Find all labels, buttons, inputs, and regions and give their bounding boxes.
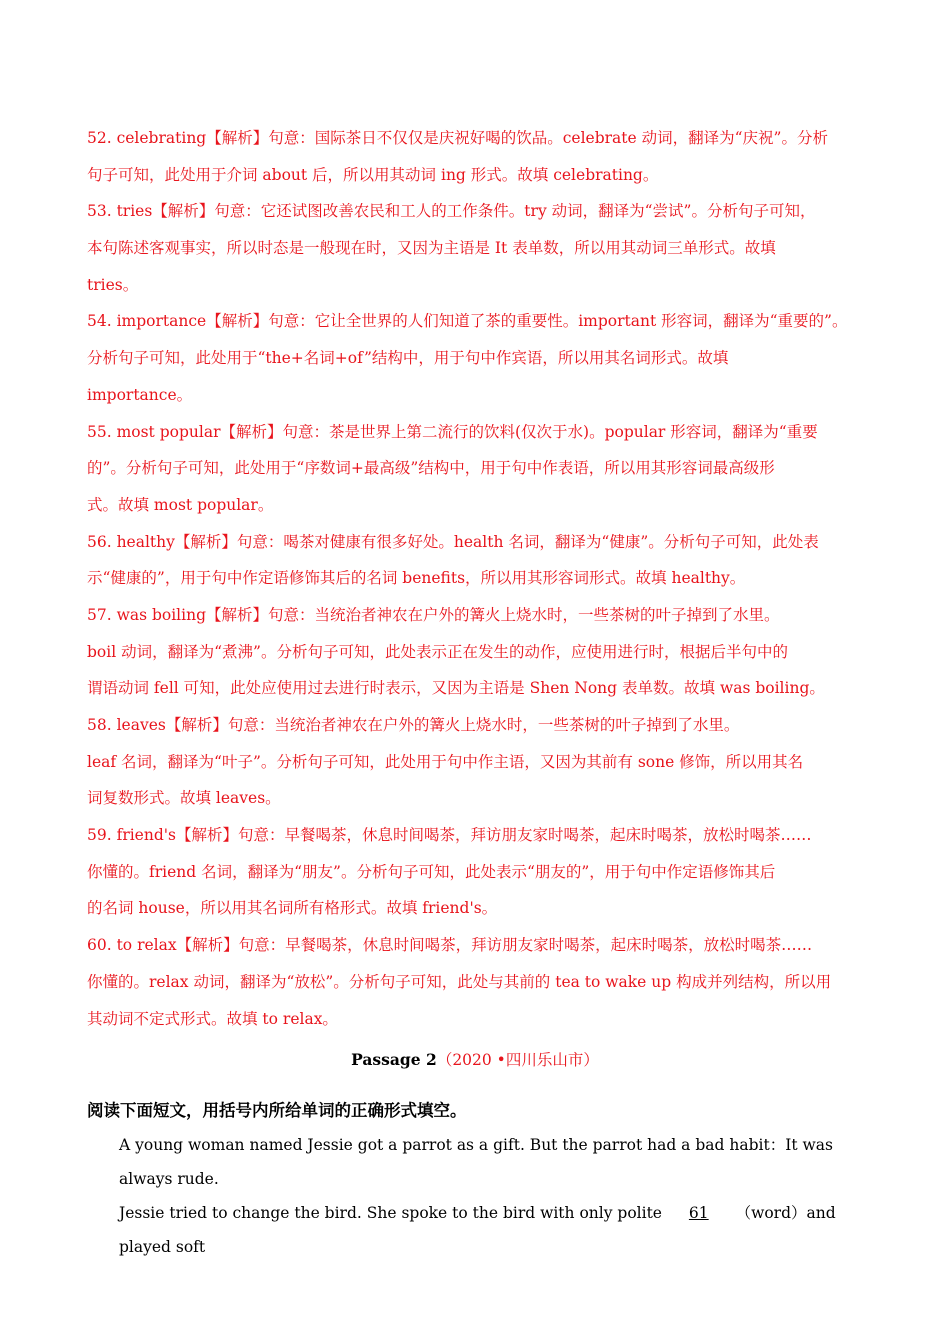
answer-58 <box>87 707 877 817</box>
answer-line: 56. healthy【解析】句意：喝茶对健康有很多好处。health 名词，翻译为“健康”。分析句子可知，此处表 <box>87 532 819 551</box>
answer-line: 55. most popular【解析】句意：茶是世界上第二流行的饮料(仅次于水)。popular 形容词，翻译为“重要 <box>87 422 818 441</box>
answer-line: boil 动词，翻译为“煮沸”。分析句子可知，此处表示正在发生的动作，应使用进行时，根据后半句中的 <box>87 642 788 661</box>
answer-59 <box>87 817 877 927</box>
answer-line: 你懂的。friend 名词，翻译为“朋友”。分析句子可知，此处表示“朋友的”，用于句中作定语修饰其后 <box>87 862 776 881</box>
answer-line: 谓语动词 fell 可知，此处应使用过去进行时表示，又因为主语是 Shen Nong 表单数。故填 was boiling。 <box>87 679 825 698</box>
answer-53 <box>87 193 877 303</box>
answer-55 <box>87 414 877 524</box>
answer-line: 57. was boiling【解析】句意：当统治者神农在户外的篝火上烧水时，一些茶树的叶子掉到了水里。 <box>87 605 780 624</box>
exercise-instruction: 阅读下面短文，用括号内所给单词的正确形式填空。 <box>87 1101 467 1120</box>
blank-61[interactable]: 61 <box>688 1204 709 1222</box>
passage-title: Passage 2 <box>351 1050 437 1069</box>
answer-line: tries。 <box>87 275 139 294</box>
answer-line: 你懂的。relax 动词，翻译为“放松”。分析句子可知，此处与其前的 tea to wake up 构成并列结构，所以用 <box>87 972 832 991</box>
passage-line-2 <box>119 1196 859 1264</box>
answer-line: 其动词不定式形式。故填 to relax。 <box>87 1009 338 1028</box>
answer-56 <box>87 524 877 597</box>
answer-52 <box>87 120 877 193</box>
answer-line: 句子可知，此处用于介词 about 后，所以用其动词 ing 形式。故填 celebrating。 <box>87 165 659 184</box>
answer-line: 53. tries【解析】句意：它还试图改善农民和工人的工作条件。try 动词，翻译为“尝试”。分析句子可知， <box>87 202 816 221</box>
passage-text-segment: （word）and played soft <box>119 1204 836 1256</box>
answer-line: importance。 <box>87 385 193 404</box>
answer-line: 59. friend's【解析】句意：早餐喝茶，休息时间喝茶，拜访朋友家时喝茶，起床时喝茶，放松时喝茶…… <box>87 826 812 845</box>
passage-line-1: A young woman named Jessie got a parrot as a gift. But the parrot had a bad habit：It was always rude. <box>119 1136 833 1188</box>
passage-body <box>119 1128 859 1264</box>
answer-line: 54. importance【解析】句意：它让全世界的人们知道了茶的重要性。important 形容词，翻译为“重要的”。 <box>87 312 848 331</box>
answer-line: 本句陈述客观事实，所以时态是一般现在时，又因为主语是 It 表单数，所以用其动词三单形式。故填 <box>87 239 776 258</box>
answer-line: 词复数形式。故填 leaves。 <box>87 789 281 808</box>
passage-heading <box>0 1043 950 1077</box>
answer-line: leaf 名词，翻译为“叶子”。分析句子可知，此处用于句中作主语，又因为其前有 sone 修饰，所以用其名 <box>87 752 804 771</box>
answer-line: 的名词 house，所以用其名词所有格形式。故填 friend's。 <box>87 899 498 918</box>
answer-line: 分析句子可知，此处用于“the+名词+of”结构中，用于句中作宾语，所以用其名词形式。故填 <box>87 349 729 368</box>
answer-57 <box>87 597 877 707</box>
answer-explanations <box>87 120 877 1037</box>
answer-54 <box>87 303 877 413</box>
answer-line: 60. to relax【解析】句意：早餐喝茶，休息时间喝茶，拜访朋友家时喝茶，起床时喝茶，放松时喝茶…… <box>87 936 813 955</box>
answer-line: 示“健康的”，用于句中作定语修饰其后的名词 benefits，所以用其形容词形式。故填 healthy。 <box>87 569 746 588</box>
passage-source: （2020 •四川乐山市） <box>436 1051 599 1069</box>
passage-text-segment: Jessie tried to change the bird. She spoke to the bird with only polite <box>119 1204 667 1222</box>
answer-line: 52. celebrating【解析】句意：国际茶日不仅仅是庆祝好喝的饮品。celebrate 动词，翻译为“庆祝”。分析 <box>87 129 828 147</box>
answer-line: 58. leaves【解析】句意：当统治者神农在户外的篝火上烧水时，一些茶树的叶子掉到了水里。 <box>87 716 740 734</box>
answer-60 <box>87 927 877 1037</box>
answer-line: 的”。分析句子可知，此处用于“序数词+最高级”结构中，用于句中作表语，所以用其形容词最高级形 <box>87 459 775 478</box>
answer-line: 式。故填 most popular。 <box>87 495 274 514</box>
